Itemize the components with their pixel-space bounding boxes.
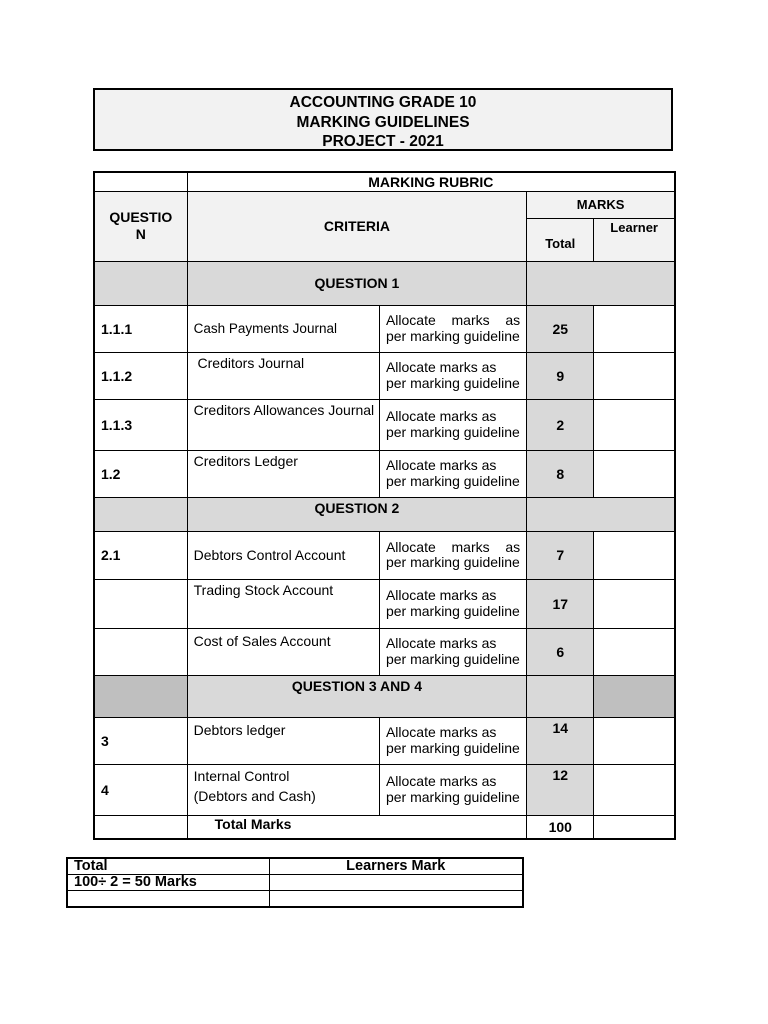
- allocation-cell: Allocate marks as per marking guideline: [379, 628, 526, 675]
- summary-learner-mark-cell[interactable]: [269, 875, 523, 891]
- question-number: 2.1: [94, 531, 187, 579]
- rubric-corner-cell: [94, 172, 187, 191]
- total-marks-cell: 6: [527, 628, 594, 675]
- criteria-cell: Debtors Control Account: [187, 531, 379, 579]
- section-marks-blank: [527, 497, 675, 531]
- table-row: [94, 579, 675, 628]
- allocation-cell: Allocate marks as per marking guideline: [379, 579, 526, 628]
- total-marks-value: 100: [527, 815, 594, 839]
- rubric-title: MARKING RUBRIC: [187, 172, 675, 191]
- total-marks-cell: 12: [527, 764, 594, 815]
- summary-row: [67, 875, 523, 891]
- total-marks-cell: 25: [527, 305, 594, 352]
- section-title: QUESTION 3 AND 4: [187, 675, 527, 717]
- table-row: [94, 305, 675, 352]
- learner-marks-cell[interactable]: [594, 399, 675, 450]
- section-title: QUESTION 1: [187, 261, 527, 305]
- total-marks-cell: 2: [527, 399, 594, 450]
- title-line-project: PROJECT - 2021: [322, 133, 444, 150]
- criteria-cell: Debtors ledger: [187, 717, 379, 764]
- total-marks-label: Total Marks: [187, 815, 527, 839]
- section-blank-cell: [94, 675, 187, 717]
- summary-formula: 100÷ 2 = 50 Marks: [67, 875, 269, 891]
- learner-marks-cell[interactable]: [594, 628, 675, 675]
- table-row: [94, 764, 675, 815]
- summary-learners-mark-header: Learners Mark: [269, 858, 523, 875]
- learner-marks-cell[interactable]: [594, 450, 675, 497]
- allocation-cell: Allocate marks as per marking guideline: [379, 352, 526, 399]
- summary-blank-cell: [67, 891, 269, 908]
- total-blank-cell: [94, 815, 187, 839]
- table-row: [94, 399, 675, 450]
- question-number: 4: [94, 764, 187, 815]
- question-number: 1.1.3: [94, 399, 187, 450]
- table-row: [94, 717, 675, 764]
- table-row: [94, 628, 675, 675]
- total-marks-cell: 7: [527, 531, 594, 579]
- section-learner-blank: [594, 675, 675, 717]
- marking-rubric-table: [93, 171, 676, 840]
- question-number: 1.1.2: [94, 352, 187, 399]
- learner-marks-cell[interactable]: [594, 531, 675, 579]
- total-marks-cell: 9: [527, 352, 594, 399]
- learner-marks-cell[interactable]: [594, 305, 675, 352]
- allocation-cell: Allocate marks as per marking guideline: [379, 717, 526, 764]
- criteria-cell: Creditors Allowances Journal: [187, 399, 379, 450]
- learner-marks-cell[interactable]: [594, 352, 675, 399]
- title-line-guidelines: MARKING GUIDELINES: [296, 113, 470, 131]
- marks-column-header: MARKS: [527, 191, 675, 218]
- question-number: 1.2: [94, 450, 187, 497]
- criteria-cell: Cash Payments Journal: [187, 305, 379, 352]
- total-marks-cell: 14: [527, 717, 594, 764]
- criteria-column-header: CRITERIA: [187, 191, 527, 261]
- question-number: 3: [94, 717, 187, 764]
- section-title: QUESTION 2: [187, 497, 527, 531]
- summary-total-header: Total: [67, 858, 269, 875]
- question-number: [94, 579, 187, 628]
- section-blank-cell: [94, 497, 187, 531]
- question-number: 1.1.1: [94, 305, 187, 352]
- criteria-cell: Creditors Journal: [187, 352, 379, 399]
- learner-column-header: Learner: [594, 218, 675, 261]
- table-row: [94, 352, 675, 399]
- summary-table: [66, 857, 524, 908]
- learner-total-cell[interactable]: [594, 815, 675, 839]
- learner-marks-cell[interactable]: [594, 579, 675, 628]
- allocation-cell: Allocate marks as per marking guideline: [379, 399, 526, 450]
- allocation-cell: Allocate marks as per marking guideline: [379, 764, 526, 815]
- summary-row: [67, 891, 523, 908]
- table-row: [94, 531, 675, 579]
- allocation-cell: Allocate marks as per marking guideline: [379, 531, 526, 579]
- total-row: [94, 815, 675, 839]
- learner-marks-cell[interactable]: [594, 717, 675, 764]
- total-marks-cell: 17: [527, 579, 594, 628]
- criteria-cell: Creditors Ledger: [187, 450, 379, 497]
- section-marks-blank: [527, 261, 675, 305]
- table-row: [94, 450, 675, 497]
- summary-header-row: [67, 858, 523, 875]
- question-number: [94, 628, 187, 675]
- allocation-cell: Allocate marks as per marking guideline: [379, 305, 526, 352]
- allocation-cell: Allocate marks as per marking guideline: [379, 450, 526, 497]
- question-column-header: QUESTIO N: [94, 191, 187, 261]
- section-marks-blank: [527, 675, 594, 717]
- criteria-cell: Internal Control (Debtors and Cash): [187, 764, 379, 815]
- criteria-cell: Trading Stock Account: [187, 579, 379, 628]
- title-line-subject: ACCOUNTING GRADE 10: [289, 94, 477, 111]
- total-column-header: Total: [527, 218, 594, 261]
- total-marks-cell: 8: [527, 450, 594, 497]
- learner-marks-cell[interactable]: [594, 764, 675, 815]
- document-title-box: [93, 88, 673, 151]
- criteria-cell: Cost of Sales Account: [187, 628, 379, 675]
- section-blank-cell: [94, 261, 187, 305]
- summary-blank-cell[interactable]: [269, 891, 523, 908]
